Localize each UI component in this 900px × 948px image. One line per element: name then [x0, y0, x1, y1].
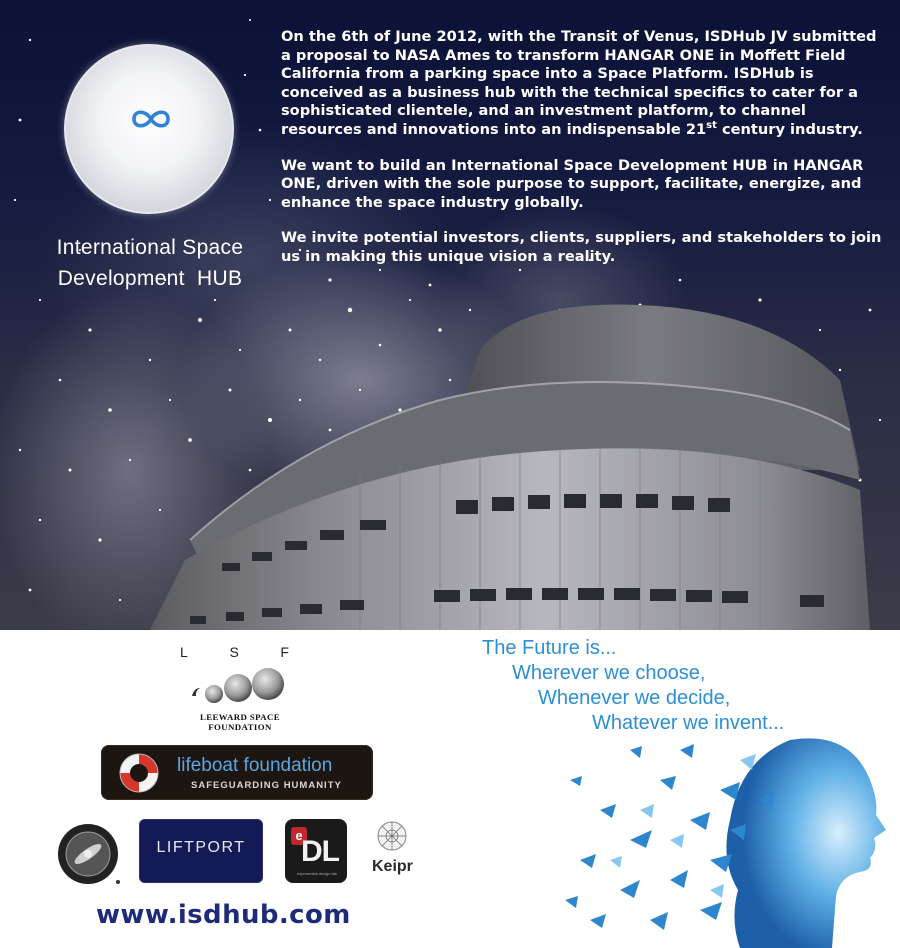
lifeboat-title: lifeboat foundation — [177, 755, 333, 776]
lsf-letter-s: S — [229, 644, 240, 660]
paragraph-1-main: On the 6th of June 2012, with the Transit of Venus, ISDHub JV submitted a proposal to NASA Ames to transform HANGAR ONE in Moffett Field California from a parking space into a Space Platform. ISDHub is conceived as a business hub with the technical specifics to cater for a sophisticated clientele, and an investment platform, to channel resources and innovations into an indispensable 21 — [281, 28, 877, 138]
infinity-icon — [128, 106, 174, 132]
future-line-1: The Future is... — [482, 637, 617, 659]
lsf-letter-f: F — [280, 644, 290, 660]
liftport-logo — [139, 819, 263, 883]
keipr-name: Keipr — [372, 858, 413, 875]
caption-line-2: Development HUB — [57, 267, 243, 290]
lsf-name: LEEWARD SPACE FOUNDATION — [199, 712, 281, 732]
digital-head-image — [560, 720, 900, 948]
edl-e-badge: e — [291, 827, 307, 845]
intro-paragraph-2: We want to build an International Space Development HUB in HANGAR ONE, driven with the sole purpose to support, facilitate, energize, and enhance the space industry globally. — [281, 156, 864, 211]
paragraph-1-sup: st — [706, 120, 717, 132]
edl-dl-text: DL — [301, 835, 339, 868]
future-line-2: Wherever we choose, — [512, 662, 706, 684]
intro-paragraph-1 — [281, 28, 887, 140]
isd-hub-caption — [30, 232, 270, 294]
paragraph-1-end: century industry. — [716, 120, 863, 138]
lsf-letters — [180, 644, 290, 660]
future-line-3: Whenever we decide, — [538, 687, 731, 709]
edl-logo — [285, 819, 347, 883]
lifeboat-foundation-logo — [101, 745, 373, 800]
lsf-letter-l: L — [180, 644, 189, 660]
liftport-name: LIFTPORT — [156, 839, 246, 856]
future-line-4: Whatever we invent... — [592, 712, 785, 734]
life-ring-icon — [117, 751, 161, 795]
liftport-subline — [139, 861, 263, 866]
compass-rose-icon — [376, 820, 408, 852]
intro-text — [281, 28, 887, 284]
lsf-logo — [170, 640, 310, 732]
star-voyager-logo — [52, 818, 124, 890]
caption-line-1: International Space — [56, 236, 244, 259]
intro-paragraph-3: We invite potential investors, clients, suppliers, and stakeholders to join us in making this unique vision a reality. — [281, 229, 882, 265]
edl-subtitle: exponential design lab — [297, 871, 337, 876]
isdhub-logo-circle — [64, 44, 234, 214]
website-link[interactable]: www.isdhub.com — [96, 900, 351, 930]
moon-phases-icon — [188, 666, 288, 710]
lifeboat-tagline: SAFEGUARDING HUMANITY — [191, 780, 342, 791]
